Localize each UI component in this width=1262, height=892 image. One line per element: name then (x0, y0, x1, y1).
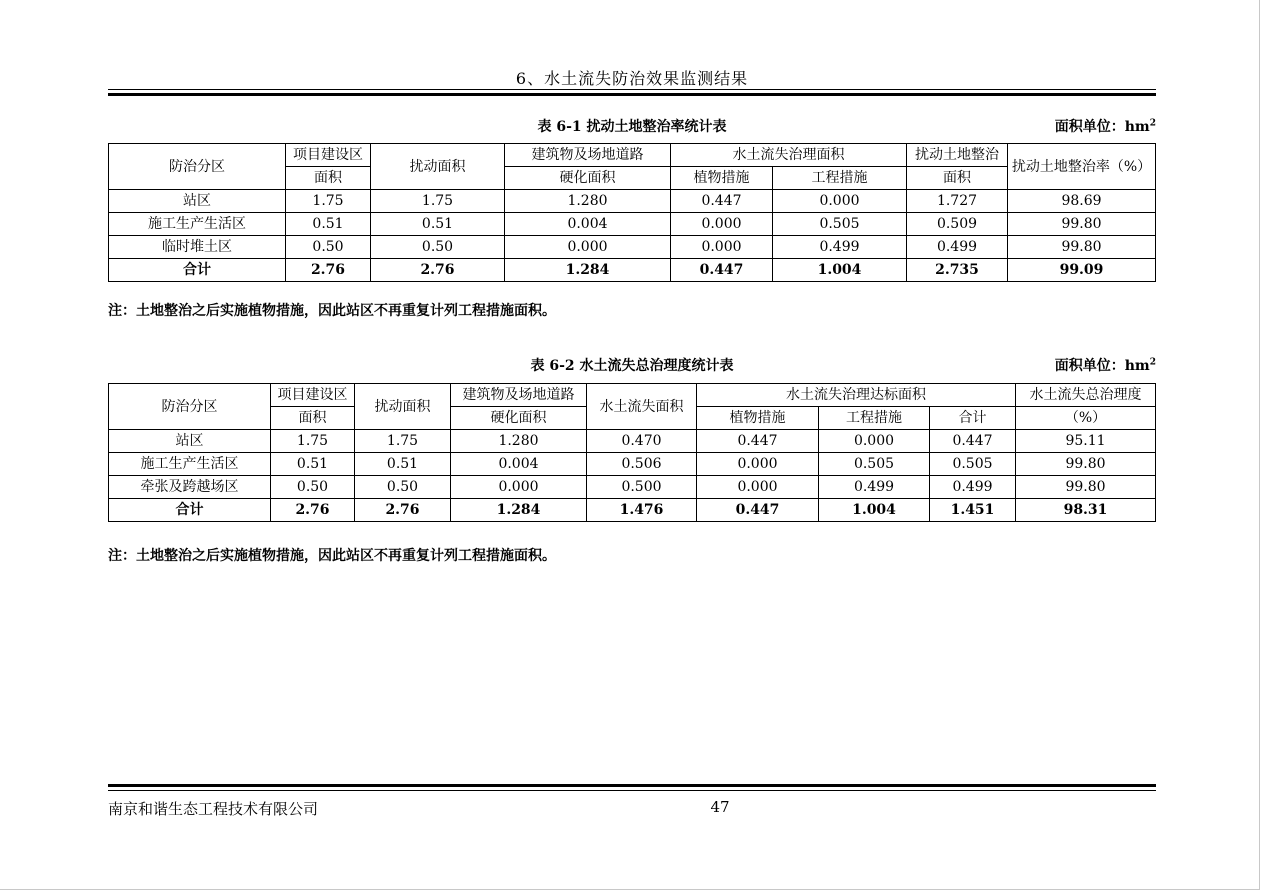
table-cell: 0.51 (371, 213, 505, 236)
table2-header-erosion-area: 水土流失面积 (587, 384, 697, 430)
table2-header-hardened-1: 建筑物及场地道路 (451, 384, 587, 407)
table-cell: 0.509 (907, 213, 1008, 236)
table-cell: 99.09 (1008, 259, 1156, 282)
table-cell: 0.470 (587, 430, 697, 453)
table-cell: 0.505 (773, 213, 907, 236)
table-row (109, 213, 1156, 236)
table-cell: 0.447 (671, 259, 773, 282)
table-row (109, 236, 1156, 259)
table-cell: 0.50 (355, 476, 451, 499)
table-cell: 95.11 (1016, 430, 1156, 453)
table-cell: 0.499 (930, 476, 1016, 499)
table1-note: 注：土地整治之后实施植物措施，因此站区不再重复计列工程措施面积。 (108, 303, 556, 319)
table-cell: 施工生产生活区 (109, 213, 286, 236)
table1-caption: 表 6-1 扰动土地整治率统计表 (537, 119, 727, 135)
chapter-title: 6、水土流失防治效果监测结果 (515, 69, 749, 88)
table2-header-project-area-2: 面积 (271, 407, 355, 430)
table2-header-row-1 (109, 384, 1156, 407)
table2 (108, 383, 1156, 522)
table-cell: 施工生产生活区 (109, 453, 271, 476)
table1-unit-sup: 2 (1149, 118, 1156, 129)
table-row (109, 190, 1156, 213)
table-cell: 1.75 (371, 190, 505, 213)
table-cell: 0.50 (286, 236, 371, 259)
table2-caption: 表 6-2 水土流失总治理度统计表 (530, 358, 734, 374)
table1-header-disturbed-area: 扰动面积 (371, 144, 505, 190)
table-cell: 0.447 (930, 430, 1016, 453)
table-cell: 2.76 (286, 259, 371, 282)
table2-header-degree-1: 水土流失总治理度 (1016, 384, 1156, 407)
table-cell: 1.284 (451, 499, 587, 522)
table-cell: 1.004 (773, 259, 907, 282)
table-cell: 1.727 (907, 190, 1008, 213)
table-cell: 98.69 (1008, 190, 1156, 213)
page-number: 47 (710, 798, 730, 816)
table-cell: 1.75 (271, 430, 355, 453)
table1-total-row (109, 259, 1156, 282)
table2-header-zone: 防治分区 (109, 384, 271, 430)
table-cell: 99.80 (1008, 213, 1156, 236)
table1-header-row-1 (109, 144, 1156, 167)
table-cell: 合计 (109, 259, 286, 282)
table-cell: 98.31 (1016, 499, 1156, 522)
table1-unit (1055, 116, 1156, 136)
table-cell: 牵张及跨越场区 (109, 476, 271, 499)
table1-caption-row (108, 116, 1156, 136)
table1-header-plant: 植物措施 (671, 167, 773, 190)
header-rule-thick (108, 93, 1156, 96)
table-cell: 0.447 (697, 499, 819, 522)
table2-unit-sup: 2 (1149, 357, 1156, 368)
table1-header-treatment-group: 水土流失治理面积 (671, 144, 907, 167)
table-cell: 0.447 (671, 190, 773, 213)
table2-header-disturbed-area: 扰动面积 (355, 384, 451, 430)
table-row (109, 453, 1156, 476)
table-cell: 0.51 (355, 453, 451, 476)
table1-header-project-area-1: 项目建设区 (286, 144, 371, 167)
table-cell: 1.75 (286, 190, 371, 213)
table-cell: 0.004 (505, 213, 671, 236)
table-cell: 0.51 (271, 453, 355, 476)
table-cell: 0.000 (697, 476, 819, 499)
footer-rule-thick (108, 784, 1156, 787)
table-cell: 0.505 (819, 453, 930, 476)
table-cell: 临时堆土区 (109, 236, 286, 259)
table-cell: 1.451 (930, 499, 1016, 522)
table-cell: 0.000 (671, 213, 773, 236)
table-cell: 0.000 (505, 236, 671, 259)
table-cell: 0.000 (671, 236, 773, 259)
table1-header-land-treated-2: 面积 (907, 167, 1008, 190)
table-cell: 站区 (109, 190, 286, 213)
table-cell: 0.004 (451, 453, 587, 476)
table2-header-treatment-group: 水土流失治理达标面积 (697, 384, 1016, 407)
table2-unit-label: 面积单位：hm (1054, 358, 1150, 374)
table1-header-zone: 防治分区 (109, 144, 286, 190)
table1 (108, 143, 1156, 282)
table-cell: 1.004 (819, 499, 930, 522)
table1-unit-label: 面积单位：hm (1054, 119, 1150, 135)
table-cell: 0.000 (451, 476, 587, 499)
table-cell: 合计 (109, 499, 271, 522)
table2-header-degree-2: （%） (1016, 407, 1156, 430)
table-cell: 2.76 (371, 259, 505, 282)
table2-header-hardened-2: 硬化面积 (451, 407, 587, 430)
table-cell: 0.447 (697, 430, 819, 453)
table-cell: 0.499 (819, 476, 930, 499)
table-cell: 1.280 (451, 430, 587, 453)
table-cell: 0.505 (930, 453, 1016, 476)
header-rule-thin (108, 89, 1156, 90)
table-row (109, 476, 1156, 499)
table2-caption-row (108, 355, 1156, 375)
table2-header-project-area-1: 项目建设区 (271, 384, 355, 407)
table-row (109, 430, 1156, 453)
footer-rule-thin (108, 790, 1156, 791)
table2-note: 注：土地整治之后实施植物措施，因此站区不再重复计列工程措施面积。 (108, 548, 556, 564)
table-cell: 0.51 (286, 213, 371, 236)
table-cell: 站区 (109, 430, 271, 453)
table1-header-project-area-2: 面积 (286, 167, 371, 190)
table2-header-engineering: 工程措施 (819, 407, 930, 430)
table-cell: 0.500 (587, 476, 697, 499)
table-cell: 0.50 (371, 236, 505, 259)
table-cell: 0.000 (773, 190, 907, 213)
table-cell: 0.000 (697, 453, 819, 476)
table-cell: 99.80 (1008, 236, 1156, 259)
table-cell: 99.80 (1016, 453, 1156, 476)
table2-header-plant: 植物措施 (697, 407, 819, 430)
table-cell: 0.506 (587, 453, 697, 476)
table-cell: 0.50 (271, 476, 355, 499)
table-cell: 0.499 (907, 236, 1008, 259)
table1-header-engineering: 工程措施 (773, 167, 907, 190)
table2-unit (1055, 355, 1156, 375)
table1-header-land-treated-1: 扰动土地整治 (907, 144, 1008, 167)
footer-company: 南京和谐生态工程技术有限公司 (108, 800, 319, 818)
table-cell: 1.476 (587, 499, 697, 522)
table2-total-row (109, 499, 1156, 522)
table-cell: 2.735 (907, 259, 1008, 282)
table-cell: 2.76 (355, 499, 451, 522)
table-cell: 99.80 (1016, 476, 1156, 499)
table-cell: 1.284 (505, 259, 671, 282)
table1-header-hardened-2: 硬化面积 (505, 167, 671, 190)
table1-header-rate: 扰动土地整治率（%） (1008, 144, 1156, 190)
table1-header-hardened-1: 建筑物及场地道路 (505, 144, 671, 167)
table-cell: 0.499 (773, 236, 907, 259)
table-cell: 1.75 (355, 430, 451, 453)
table2-header-subtotal: 合计 (930, 407, 1016, 430)
table-cell: 2.76 (271, 499, 355, 522)
table-cell: 1.280 (505, 190, 671, 213)
table-cell: 0.000 (819, 430, 930, 453)
